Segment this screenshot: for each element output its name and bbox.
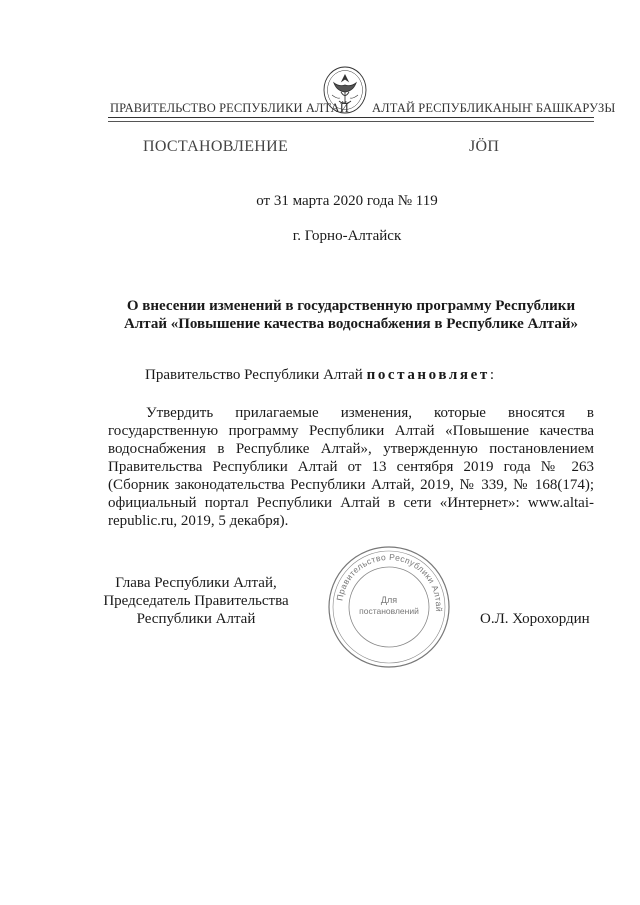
date-line: от 31 марта 2020 года № 119 xyxy=(256,193,438,209)
position-line-3: Республики Алтай xyxy=(136,611,256,627)
city-line: г. Горно-Алтайск xyxy=(292,228,402,244)
position-line-2: Председатель Правительства xyxy=(103,593,289,609)
header-rule-thick xyxy=(108,117,594,118)
signatory-name: О.Л. Хорохордин xyxy=(480,611,590,627)
header-left: ПРАВИТЕЛЬСТВО РЕСПУБЛИКИ АЛТАЙ xyxy=(110,101,349,115)
doc-type-left: ПОСТАНОВЛЕНИЕ xyxy=(143,138,289,155)
decree-verb: постановляет xyxy=(366,367,490,383)
signatory-position xyxy=(82,574,310,628)
header-rule-thin xyxy=(108,121,594,122)
stamp-ring-text: Правительство Республики Алтай xyxy=(334,551,445,613)
header-right: АЛТАЙ РЕСПУБЛИКАНЫҤ БАШКАРУЗЫ xyxy=(372,101,616,115)
decree-colon: : xyxy=(489,367,495,383)
decree-subject: Правительство Республики Алтай xyxy=(145,367,363,383)
stamp-center-line-2: постановлений xyxy=(359,606,419,616)
document-title: О внесении изменений в государственную программу Республики Алтай «Повышение качества водоснабжения в Республике Алтай» xyxy=(124,298,578,332)
decree-line xyxy=(145,367,494,384)
official-stamp xyxy=(325,543,453,671)
stamp-center-line-1: Для xyxy=(380,595,398,605)
doc-type-right: ЈӦП xyxy=(469,138,500,155)
coat-of-arms-emblem xyxy=(322,65,368,115)
position-line-1: Глава Республики Алтай, xyxy=(115,575,277,591)
body-paragraph: Утвердить прилагаемые изменения, которые вносятся в государственную программу Республики Алтай «Повышение качества водоснабжения в Республике Алтай», утвержденную постановлением Правительства Республики Алтай от 13 сентября 2019 года № 263 (Сборник законодательства Республики Алтай, 2019, № 339, № 168(174); официальный портал Республики Алтай в сети «Интернет»: www.altai-republic.ru, 2019, 5 декабря). xyxy=(108,405,594,529)
